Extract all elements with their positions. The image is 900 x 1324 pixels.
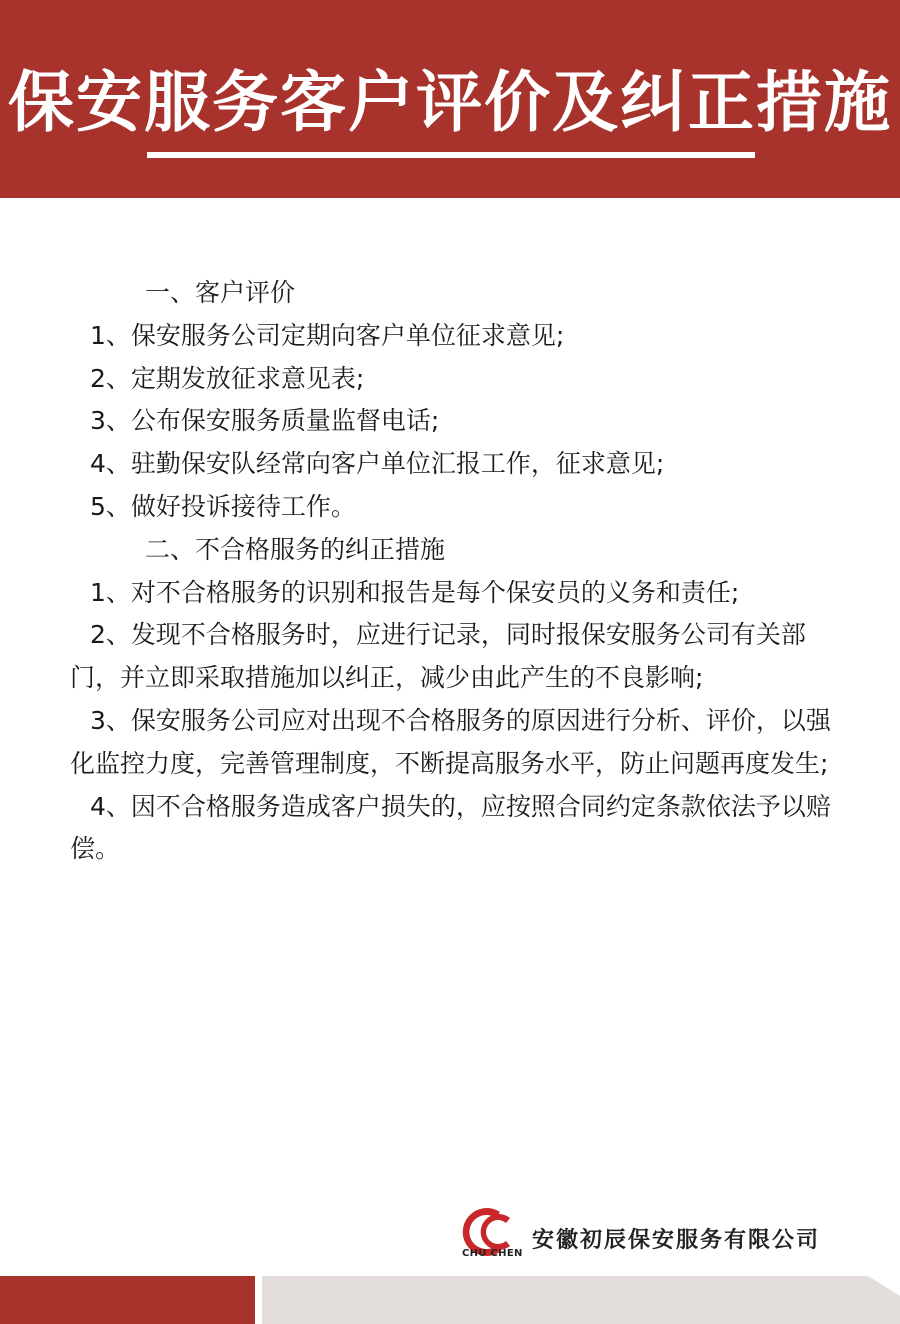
company-name: 安徽初辰保安服务有限公司 [532, 1228, 821, 1253]
page-title: 保安服务客户评价及纠正措施 [8, 64, 892, 141]
bottom-decor-strip [0, 1276, 900, 1324]
list-item: 3、保安服务公司应对出现不合格服务的原因进行分析、评价，以强化监控力度，完善管理制度，不断提高服务水平，防止问题再度发生; [70, 705, 831, 778]
section-heading-corrective-measures: 二、不合格服务的纠正措施 [145, 534, 446, 564]
list-item: 1、保安服务公司定期向客户单位征求意见; [90, 320, 565, 350]
list-item: 4、因不合格服务造成客户损失的，应按照合同约定条款依法予以赔偿。 [70, 791, 831, 864]
section-heading-customer-evaluation: 一、客户评价 [145, 278, 296, 307]
header-banner [0, 0, 900, 198]
list-item: 1、对不合格服务的识别和报告是每个保安员的义务和责任; [90, 577, 740, 607]
list-item: 2、定期发放征求意见表; [90, 363, 365, 393]
list-item: 3、公布保安服务质量监督电话; [90, 406, 440, 436]
list-item: 5、做好投诉接待工作。 [90, 491, 356, 521]
title-underline [147, 152, 755, 158]
document-body [70, 272, 840, 871]
logo-wordmark: CHU CHEN [462, 1248, 523, 1259]
list-item: 4、驻勤保安队经常向客户单位汇报工作，征求意见; [90, 449, 665, 479]
list-item: 2、发现不合格服务时，应进行记录，同时报保安服务公司有关部门，并立即采取措施加以纠正，减少由此产生的不良影响; [70, 620, 806, 693]
